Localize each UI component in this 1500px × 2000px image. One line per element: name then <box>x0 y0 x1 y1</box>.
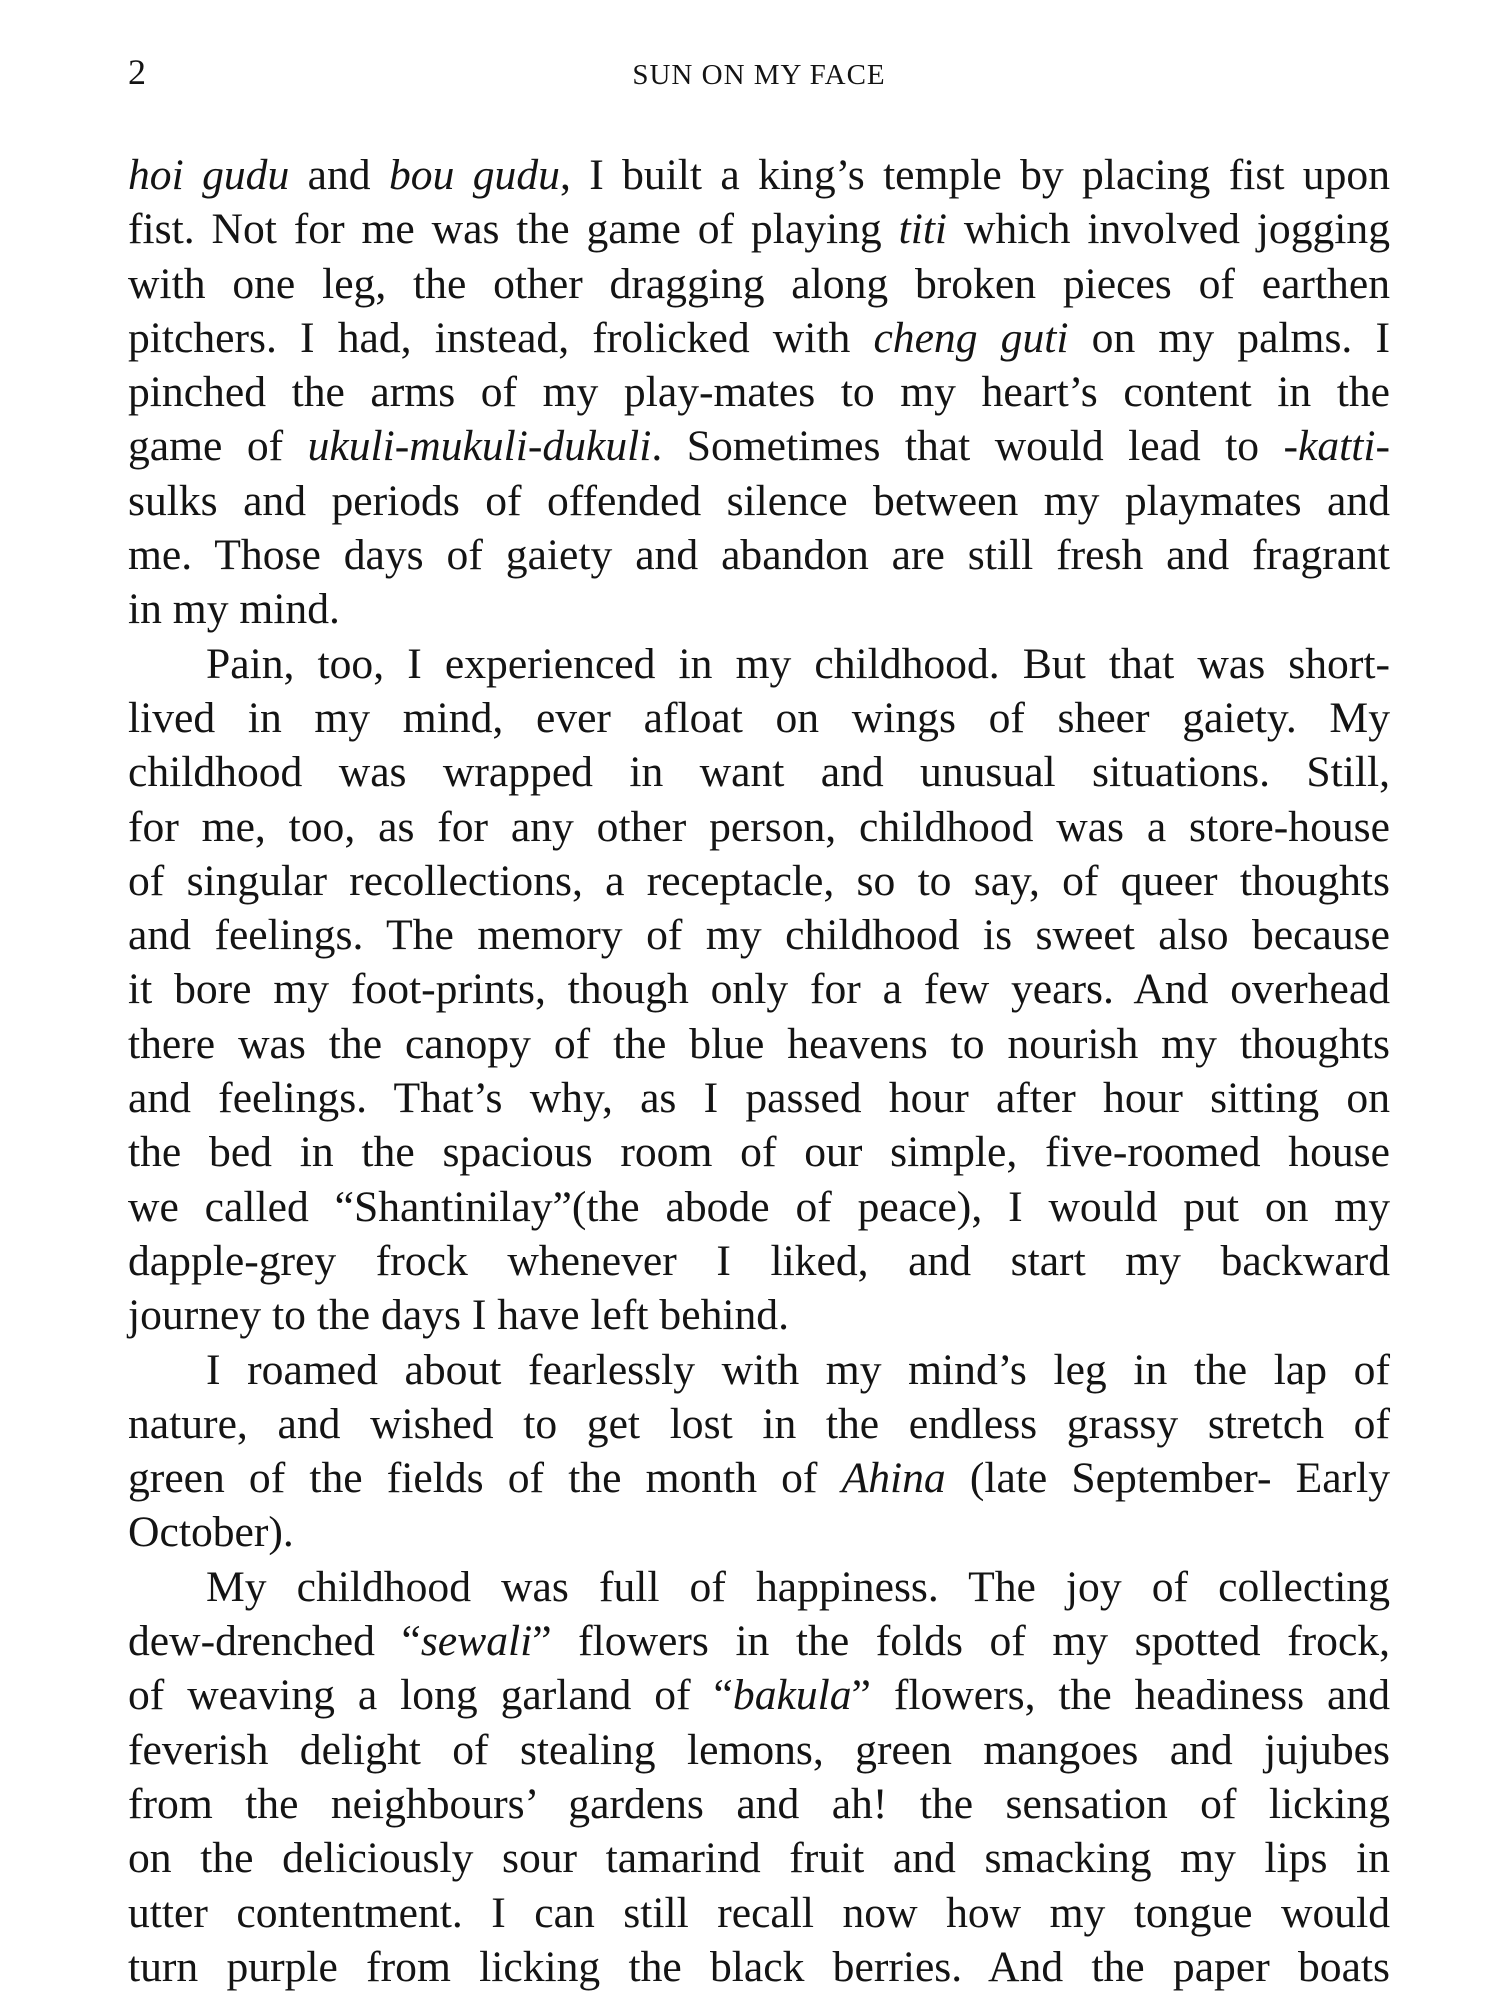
text-run: and feelings. The memory of my childhood is sweet also because <box>128 911 1390 960</box>
text-run: , I built a king’s temple by placing fist upon <box>559 151 1390 199</box>
text-line <box>128 311 1390 365</box>
text-line <box>128 1397 1390 1451</box>
italic-term: titi <box>898 205 948 254</box>
text-run: fist. Not for me was the game of playing <box>128 205 899 254</box>
text-run: and <box>289 151 389 199</box>
text-run: My childhood was full of happiness. The joy of collecting <box>206 1562 1390 1611</box>
text-run: lived in my mind, ever afloat on wings of sheer gaiety. My <box>128 693 1390 742</box>
text-line <box>128 419 1390 473</box>
text-run: green of the fields of the month of <box>128 1454 842 1503</box>
text-run: game of <box>128 422 308 471</box>
text-run: there was the canopy of the blue heavens to nourish my thoughts <box>128 1019 1390 1068</box>
text-run: pinched the arms of my play-mates to my heart’s content in the <box>128 368 1390 417</box>
page-number: 2 <box>128 52 146 92</box>
text-run: journey to the days I have left behind. <box>128 1291 789 1340</box>
italic-term: hoi gudu <box>128 151 290 199</box>
text-line <box>128 908 1390 962</box>
text-line <box>128 257 1390 311</box>
text-line <box>128 202 1390 256</box>
italic-term: ukuli-mukuli-dukuli <box>307 422 652 471</box>
text-line <box>128 962 1390 1016</box>
text-run: dew-drenched “ <box>128 1617 421 1666</box>
text-run: with one leg, the other dragging along broken pieces of earthen <box>128 259 1390 308</box>
text-run: of singular recollections, a receptacle, so to say, of queer thoughts <box>128 856 1390 905</box>
text-run: (late September- Early <box>945 1454 1390 1503</box>
text-run: childhood was wrapped in want and unusual situations. Still, <box>128 748 1390 797</box>
text-line <box>128 365 1390 419</box>
text-line <box>128 1560 1390 1614</box>
text-line <box>128 1234 1390 1288</box>
text-run: ” flowers, the headiness and <box>851 1671 1390 1720</box>
text-line <box>128 1831 1390 1885</box>
text-run: dapple-grey frock whenever I liked, and start my backward <box>128 1236 1390 1285</box>
text-line <box>128 474 1390 528</box>
text-line <box>128 1723 1390 1777</box>
paragraph <box>128 637 1390 1343</box>
text-line <box>128 582 1390 636</box>
text-run: . Sometimes that would lead to <box>651 422 1284 471</box>
text-run: of weaving a long garland of “ <box>128 1671 733 1720</box>
text-line <box>128 1125 1390 1179</box>
running-title: SUN ON MY FACE <box>632 59 886 91</box>
text-run: nature, and wished to get lost in the endless grassy stretch of <box>128 1399 1390 1448</box>
text-run: the bed in the spacious room of our simple, five-roomed house <box>128 1128 1390 1177</box>
text-run: we called “Shantinilay”(the abode of peace), I would put on my <box>128 1182 1390 1231</box>
paragraph <box>128 1560 1390 1994</box>
italic-term: sewali <box>420 1617 533 1666</box>
text-line <box>128 1288 1390 1342</box>
text-run: me. Those days of gaiety and abandon are still fresh and fragrant <box>128 531 1390 580</box>
text-run: from the neighbours’ gardens and ah! the sensation of licking <box>128 1779 1390 1828</box>
text-line <box>128 1614 1390 1668</box>
text-line <box>128 1505 1390 1559</box>
text-line <box>128 1180 1390 1234</box>
text-run: for me, too, as for any other person, childhood was a store-house <box>128 802 1390 851</box>
paragraph <box>128 148 1390 637</box>
page-header <box>128 52 1390 102</box>
italic-term: Ahina <box>841 1454 946 1503</box>
text-run: ” flowers in the folds of my spotted frock, <box>532 1617 1390 1666</box>
text-line <box>128 637 1390 691</box>
text-line <box>128 854 1390 908</box>
paragraph <box>128 1343 1390 1560</box>
text-run: sulks and periods of offended silence between my playmates and <box>128 476 1390 525</box>
body-text <box>128 148 1390 1994</box>
italic-term: bou gudu <box>388 151 560 199</box>
text-run: in my mind. <box>128 585 340 634</box>
text-run: on the deliciously sour tamarind fruit and smacking my lips in <box>128 1834 1390 1883</box>
text-line <box>128 1777 1390 1831</box>
text-line <box>128 1668 1390 1722</box>
text-line <box>128 1343 1390 1397</box>
text-run: utter contentment. I can still recall now how my tongue would <box>128 1888 1390 1937</box>
text-line <box>128 1017 1390 1071</box>
text-run: on my palms. I <box>1068 313 1390 362</box>
text-line <box>128 1886 1390 1940</box>
text-run: and feelings. That’s why, as I passed hour after hour sitting on <box>128 1074 1390 1123</box>
text-run: Pain, too, I experienced in my childhood. But that was short- <box>206 639 1390 688</box>
text-run: feverish delight of stealing lemons, green mangoes and jujubes <box>128 1725 1390 1774</box>
text-line <box>128 1940 1390 1994</box>
text-line <box>128 1451 1390 1505</box>
text-line <box>128 745 1390 799</box>
text-line <box>128 691 1390 745</box>
italic-term: bakula <box>732 1671 852 1720</box>
text-run: it bore my foot-prints, though only for a few years. And overhead <box>128 965 1390 1014</box>
text-line <box>128 800 1390 854</box>
text-run: which involved jogging <box>947 205 1391 254</box>
text-run: turn purple from licking the black berries. And the paper boats <box>128 1942 1390 1991</box>
text-run: pitchers. I had, instead, frolicked with <box>128 313 874 362</box>
text-run: I roamed about fearlessly with my mind’s leg in the lap of <box>206 1345 1390 1394</box>
italic-term: -katti- <box>1283 422 1390 471</box>
italic-term: cheng guti <box>873 313 1069 362</box>
text-run: October). <box>128 1508 294 1557</box>
text-line <box>128 528 1390 582</box>
text-line <box>128 148 1390 202</box>
text-line <box>128 1071 1390 1125</box>
